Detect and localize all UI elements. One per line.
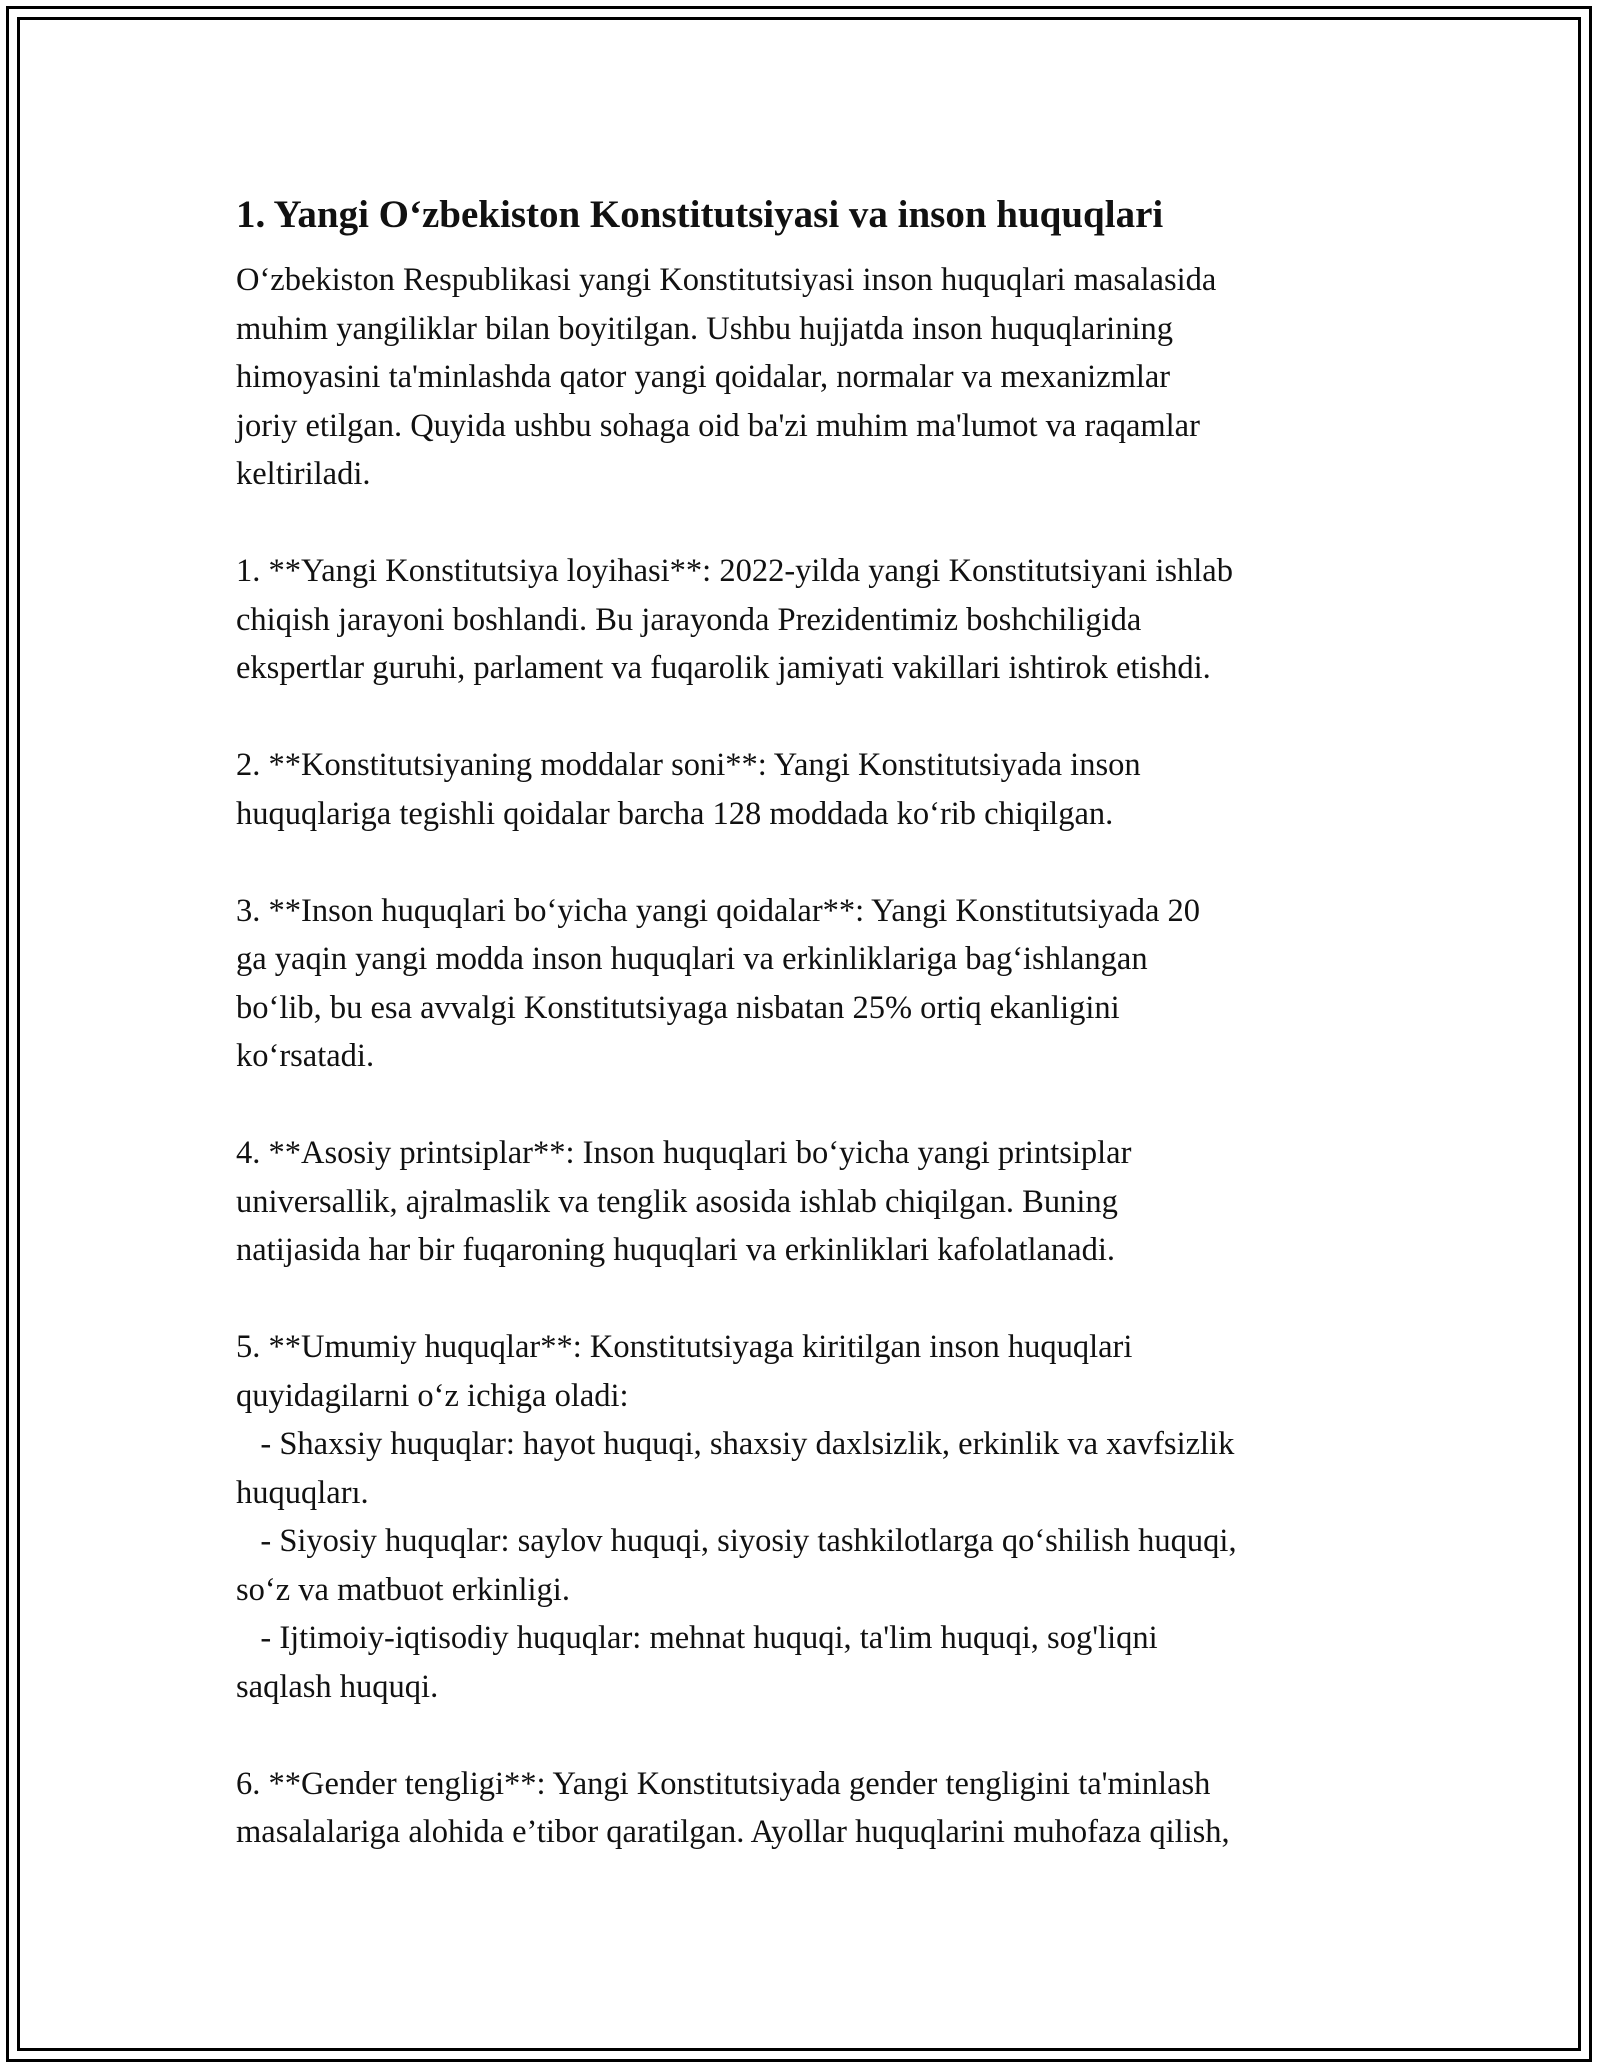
text-line: 3. **Inson huquqlari bo‘yicha yangi qoidalar**: Yangi Konstitutsiyada 20 xyxy=(236,892,1201,929)
text-line: joriy etilgan. Quyida ushbu sohaga oid ba'zi muhim ma'lumot va raqamlar xyxy=(236,407,1200,444)
text-line: ko‘rsatadi. xyxy=(236,1038,375,1074)
text-line: ga yaqin yangi modda inson huquqlari va erkinliklariga bag‘ishlangan xyxy=(236,941,1148,977)
list-item-5 xyxy=(236,1323,1376,1711)
text-line: bo‘lib, bu esa avvalgi Konstitutsiyaga nisbatan 25% ortiq ekanligini xyxy=(236,989,1120,1026)
text-line: 6. **Gender tengligi**: Yangi Konstitutsiyada gender tengligini ta'minlash xyxy=(236,1765,1211,1802)
document-page xyxy=(236,186,1376,1905)
text-line: ekspertlar guruhi, parlament va fuqarolik jamiyati vakillari ishtirok etishdi. xyxy=(236,650,1211,686)
text-line: masalalariga alohida e’tibor qaratilgan. Ayollar huquqlarini muhofaza qilish, xyxy=(236,1814,1230,1850)
text-line: 4. **Asosiy printsiplar**: Inson huquqlari bo‘yicha yangi printsiplar xyxy=(236,1135,1132,1171)
text-line: 2. **Konstitutsiyaning moddalar soni**: Yangi Konstitutsiyada inson xyxy=(236,747,1141,783)
text-line: quyidagilarni o‘z ichiga oladi: xyxy=(236,1377,629,1414)
text-line: chiqish jarayoni boshlandi. Bu jarayonda Prezidentimiz boshchiligida xyxy=(236,601,1142,638)
list-item-6 xyxy=(236,1760,1376,1857)
text-line: so‘z va matbuot erkinligi. xyxy=(236,1571,570,1608)
text-line: O‘zbekiston Respublikasi yangi Konstitutsiyasi inson huquqlari masalasida xyxy=(236,262,1217,298)
text-line: 1. **Yangi Konstitutsiya loyihasi**: 2022-yilda yangi Konstitutsiyani ishlab xyxy=(236,553,1233,589)
text-line: universallik, ajralmaslik va tenglik asosida ishlab chiqilgan. Buning xyxy=(236,1183,1118,1220)
text-line: natijasida har bir fuqaroning huquqlari va erkinliklari kafolatlanadi. xyxy=(236,1232,1116,1268)
sub-bullet-line: - Ijtimoiy-iqtisodiy huquqlar: mehnat huquqi, ta'lim huquqi, sog'liqni xyxy=(236,1620,1158,1656)
list-item-1 xyxy=(236,547,1376,693)
section-heading: 1. Yangi O‘zbekiston Konstitutsiyasi va inson huquqlari xyxy=(236,193,1164,236)
text-line: saqlash huquqi. xyxy=(236,1668,439,1705)
text-line: huquqlariga tegishli qoidalar barcha 128 moddada ko‘rib chiqilgan. xyxy=(236,795,1114,832)
text-line: 5. **Umumiy huquqlar**: Konstitutsiyaga kiritilgan inson huquqlari xyxy=(236,1329,1133,1365)
list-item-3 xyxy=(236,887,1376,1081)
list-item-2 xyxy=(236,741,1376,838)
text-line: himoyasini ta'minlashda qator yangi qoidalar, normalar va mexanizmlar xyxy=(236,359,1171,395)
sub-bullet-line: - Siyosiy huquqlar: saylov huquqi, siyosiy tashkilotlarga qo‘shilish huquqi, xyxy=(236,1523,1237,1559)
text-line: huquqları. xyxy=(236,1474,369,1511)
sub-bullet-line: - Shaxsiy huquqlar: hayot huquqi, shaxsiy daxlsizlik, erkinlik va xavfsizlik xyxy=(236,1426,1235,1462)
text-line: keltiriladi. xyxy=(236,456,371,492)
list-item-4 xyxy=(236,1129,1376,1275)
intro-paragraph xyxy=(236,256,1376,499)
text-line: muhim yangiliklar bilan boyitilgan. Ushbu hujjatda inson huquqlarining xyxy=(236,310,1173,347)
